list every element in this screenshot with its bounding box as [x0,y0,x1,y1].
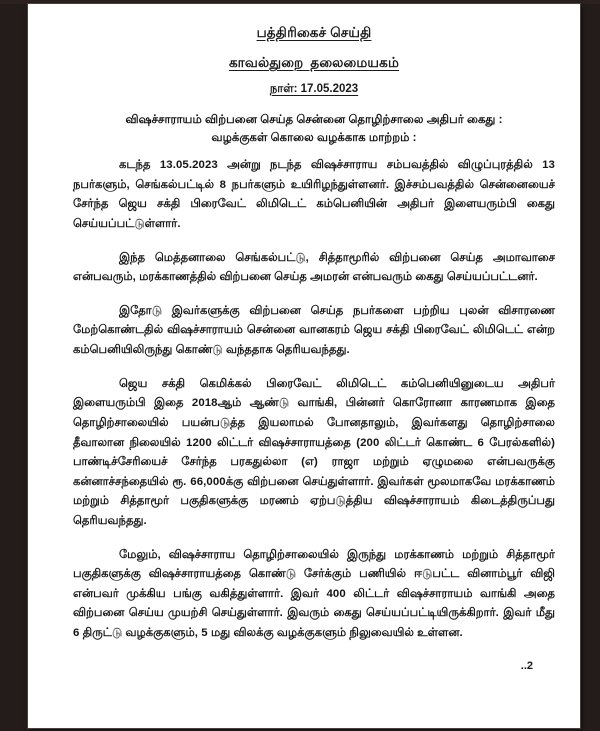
page-number: ..2 [520,659,533,672]
document-subtitle [73,54,555,72]
headline [73,111,555,146]
paragraph: இதோடு இவர்களுக்கு விற்பனை செய்த நபர்களை பற்றிய புலன் விசாரணை மேற்கொண்டதில் விஷச்சாராயம் சென்னை வானகரம் ஜெய சக்தி பிரைவேட் லிமிடெட் என்ற கம்பெனியிலிருந்து கொண்டு வந்ததாக தெரியவந்தது. [73,304,555,357]
document-subtitle-text: காவல்துறை தலைமையகம் [228,55,400,71]
body-text [73,156,555,643]
document-date-text: நாள்: 17.05.2023 [269,83,359,96]
paragraph: மேலும், விஷச்சாராய தொழிற்சாலையில் இருந்து மரக்காணம் மற்றும் சித்தாமூர் பகுதிகளுக்கு விஷச்சாராயத்தை கொண்டு சேர்க்கும் பணியில் ஈடுபட்ட வினாம்பூர் விஜி என்பவர் முக்கிய பங்கு வகித்துள்ளார். இவர் 400 லிட்டர் விஷச்சாராயம் வாங்கி அதை விற்பனை செய்ய முயற்சி செய்துள்ளார். இவரும் கைது செய்யப்பட்டியிருக்கிறார். இவர் மீது 6 திருட்டு வழக்குகளும், 5 மது விலக்கு வழக்குகளும் நிலுவையில் உள்ளன. [73,548,555,640]
document-date [73,83,555,97]
document-title-text: பத்திரிகைச் செய்தி [256,25,372,40]
document-page [28,4,580,728]
headline-line-1: விஷச்சாராயம் விற்பனை செய்த சென்னை தொழிற்சாலை அதிபர் கைது : [125,113,503,127]
paragraph: கடந்த 13.05.2023 அன்று நடந்த விஷச்சாராய சம்பவத்தில் விழுப்புரத்தில் 13 நபர்களும், செங்கல்பட்டில் 8 நபர்களும் உயிரிழந்துள்ளனர். இச்சம்பவத்தில் சென்னையைச் சேர்ந்த ஜெய சக்தி பிரைவேட் லிமிடெட் கம்பெனியின் அதிபர் இளையரும்பி கைது செய்யப்பட்டுள்ளார். [73,159,555,231]
paragraph: ஜெய சக்தி கெமிக்கல் பிரைவேட் லிமிடெட் கம்பெனியினுடைய அதிபர் இளையரும்பி இதை 2018ஆம் ஆண்டு வாங்கி, பின்னர் கொரோனா காரணமாக இதை தொழிற்சாலையில் பயன்படுத்த இயலாமல் போனதாலும், இவர்களது தொழிற்சாலை தீவாலான நிலையில் 1200 லிட்டர் விஷச்சாராயத்தை (200 லிட்டர் கொண்ட 6 பேரல்களில்) பாண்டிச்சேரியைச் சேர்ந்த பரகதுல்லா (எ) ராஜா மற்றும் ஏழுமலை என்பவருக்கு கன்னாச்சந்தையில் ரூ. 66,000க்கு விற்பனை செய்துள்ளார். இவர்கள் மூலமாகவே மரக்காணம் மற்றும் சித்தாமூர் பகுதிகளுக்கு மரணம் ஏற்படுத்திய விஷச்சாராயம் கிடைத்திருப்பது தெரியவந்தது. [73,377,555,527]
document-title [73,24,555,42]
page-content [28,4,580,672]
paragraph: இந்த மெத்தனாலை செங்கல்பட்டு, சித்தாமூரில் விற்பனை செய்த அமாவாசை என்பவரும், மரக்காணத்தில் விற்பனை செய்த அமரன் என்பவரும் கைது செய்யப்பட்டனர். [73,251,555,284]
headline-line-2: வழக்குகள் கொலை வழக்காக மாற்றம் : [211,130,417,144]
